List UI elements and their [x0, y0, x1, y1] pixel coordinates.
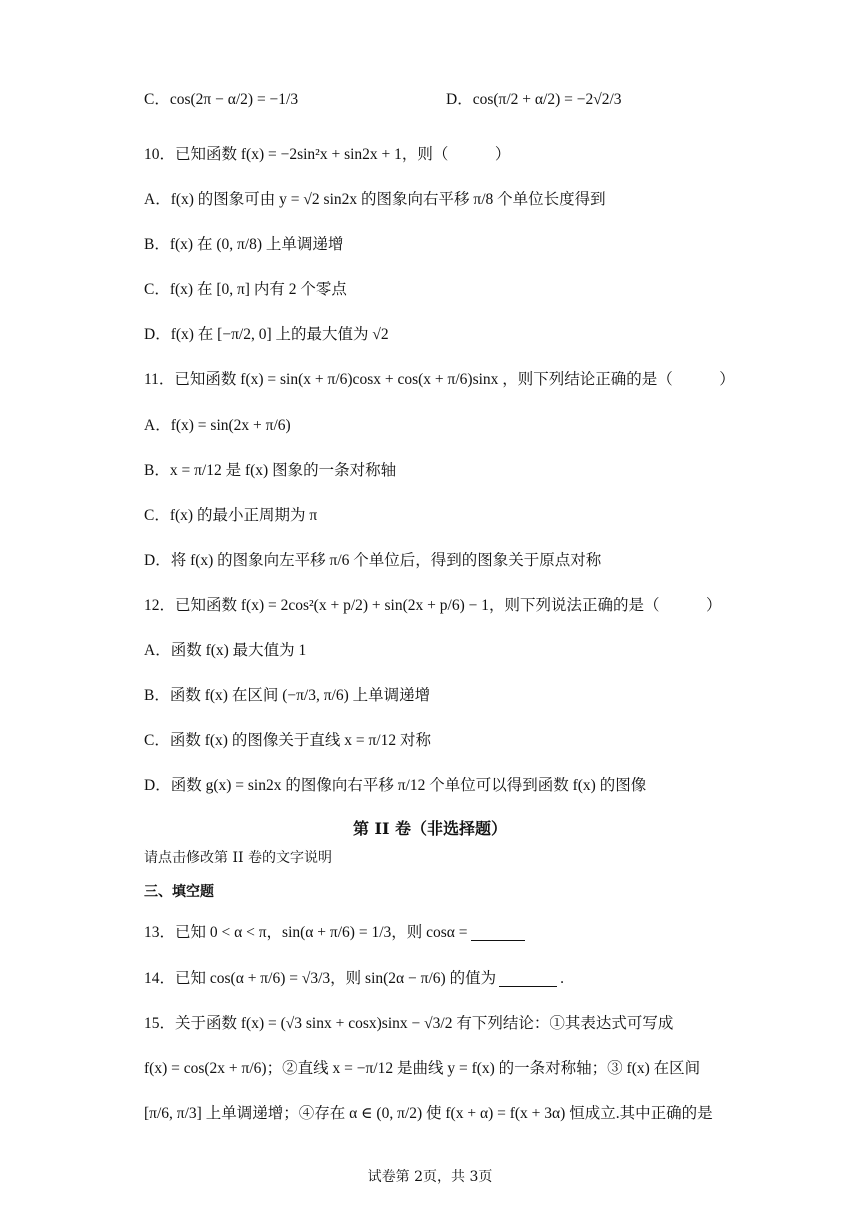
q11-option-b: B．x = π/12 是 f(x) 图象的一条对称轴 — [144, 462, 397, 479]
q11-option-a: A．f(x) = sin(2x + π/6) — [144, 417, 291, 434]
q12-option-b: B．函数 f(x) 在区间 (−π/3, π/6) 上单调递增 — [144, 687, 431, 704]
q12-option-d: D．函数 g(x) = sin2x 的图像向右平移 π/12 个单位可以得到函数 f(x) 的图像 — [144, 777, 647, 794]
section-title: 第 II 卷（非选择题） — [352, 819, 508, 838]
part-three-heading: 三、填空题 — [144, 884, 214, 900]
q15-line-3: [π/6, π/3] 上单调递增；④存在 α ∈ (0, π/2) 使 f(x + α) = f(x + 3α) 恒成立.其中正确的是 — [144, 1105, 713, 1122]
q11-option-d: D．将 f(x) 的图象向左平移 π/6 个单位后，得到的图象关于原点对称 — [144, 552, 602, 569]
q12-option-c: C．函数 f(x) 的图像关于直线 x = π/12 对称 — [144, 732, 431, 749]
q12-option-a: A．函数 f(x) 最大值为 1 — [144, 642, 307, 659]
q13-answer-blank[interactable] — [471, 926, 525, 941]
q14-answer-blank[interactable] — [499, 972, 557, 987]
q11-stem: 11．已知函数 f(x) = sin(x + π/6)cosx + cos(x + π/6)sinx ，则下列结论正确的是（ ） — [144, 371, 735, 388]
section-note[interactable]: 请点击修改第 II 卷的文字说明 — [144, 850, 332, 866]
q9-option-c: C．cos(2π − α/2) = −1/3 — [144, 91, 299, 108]
q12-stem: 12．已知函数 f(x) = 2cos²(x + p/2) + sin(2x + p/6) − 1，则下列说法正确的是（ ） — [144, 597, 722, 614]
q10-stem: 10．已知函数 f(x) = −2sin²x + sin2x + 1，则（ ） — [144, 146, 511, 163]
q10-option-a: A．f(x) 的图象可由 y = √2 sin2x 的图象向右平移 π/8 个单位长度得到 — [144, 191, 606, 208]
q10-option-b: B．f(x) 在 (0, π/8) 上单调递增 — [144, 236, 344, 253]
q10-option-c: C．f(x) 在 [0, π] 内有 2 个零点 — [144, 281, 347, 298]
q14: 14．已知 cos(α + π/6) = √3/3，则 sin(2α − π/6) 的值为 . — [144, 970, 564, 987]
q9-option-d: D．cos(π/2 + α/2) = −2√2/3 — [446, 91, 622, 108]
q11-option-c: C．f(x) 的最小正周期为 π — [144, 507, 318, 524]
page-footer: 试卷第 2页，共 3页 — [367, 1169, 493, 1185]
q15-line-1: 15．关于函数 f(x) = (√3 sinx + cosx)sinx − √3/2 有下列结论：①其表达式可写成 — [144, 1015, 674, 1032]
q13: 13．已知 0 < α < π，sin(α + π/6) = 1/3，则 cosα = — [144, 921, 730, 945]
q10-option-d: D．f(x) 在 [−π/2, 0] 上的最大值为 √2 — [144, 326, 389, 343]
q15-line-2: f(x) = cos(2x + π/6)；②直线 x = −π/12 是曲线 y = f(x) 的一条对称轴；③ f(x) 在区间 — [144, 1060, 701, 1077]
